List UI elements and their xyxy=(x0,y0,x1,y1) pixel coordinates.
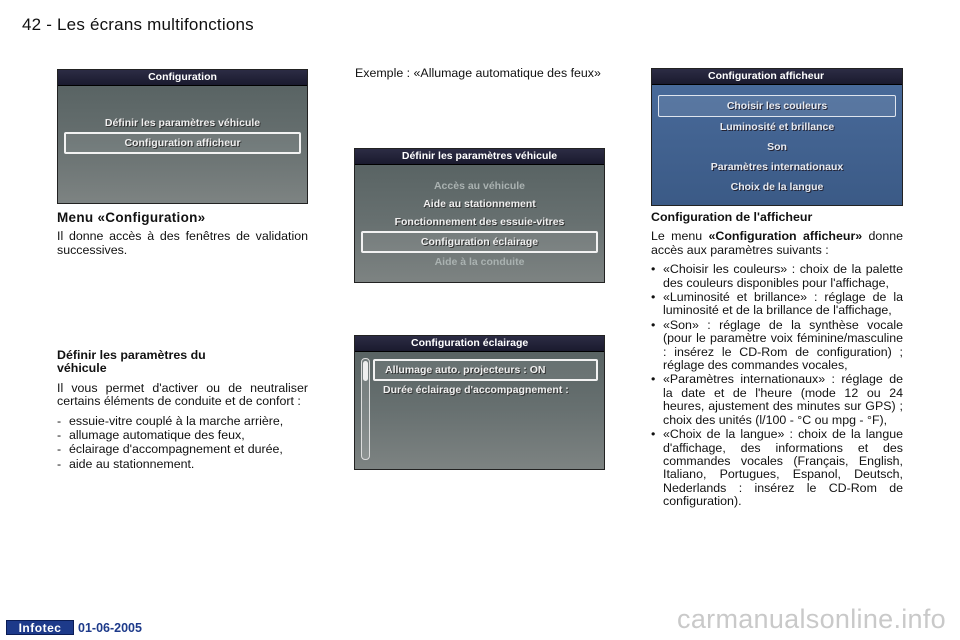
menu-item-brightness[interactable]: Luminosité et brillance xyxy=(719,121,835,133)
menu-item-driving-aid[interactable]: Aide à la conduite xyxy=(434,256,525,268)
screen-lighting-config-title: Configuration éclairage xyxy=(355,336,604,352)
menu-config-text: Il donne accès à des fenêtres de validation successives. xyxy=(57,229,308,257)
menu-item-language[interactable]: Choix de la langue xyxy=(730,181,824,193)
menu-item-international[interactable]: Paramètres internationaux xyxy=(710,161,844,173)
menu-item-choose-colors[interactable]: Choisir les couleurs xyxy=(658,95,896,117)
screen-display-config xyxy=(651,68,903,206)
screen-lighting-config-menu xyxy=(355,359,604,399)
screen-vehicle-params-menu xyxy=(355,177,604,271)
page-title: 42 - Les écrans multifonctions xyxy=(22,15,254,34)
display-config-list xyxy=(651,263,903,508)
menu-item-vehicle-params[interactable]: Définir les paramètres véhicule xyxy=(104,117,261,129)
watermark: carmanualsonline.info xyxy=(677,604,946,634)
menu-config-heading: Menu «Configuration» xyxy=(57,210,206,225)
display-config-intro xyxy=(651,230,903,257)
list-item: - aide au stationnement. xyxy=(57,458,308,471)
list-item: - éclairage d'accompagnement et durée, xyxy=(57,443,308,456)
screen-display-config-menu xyxy=(652,95,902,197)
list-item: - allumage automatique des feux, xyxy=(57,429,308,442)
menu-item-vehicle-access[interactable]: Accès au véhicule xyxy=(433,180,526,192)
left-column-top xyxy=(57,211,308,263)
example-text: Exemple : «Allumage automatique des feux» xyxy=(355,66,601,80)
screen-configuration-title: Configuration xyxy=(58,70,307,86)
list-item: • «Son» : réglage de la synthèse vocale (pour le paramètre voix féminine/masculine : insérez le CD-Rom de configuration) ; réglage des commandes vocales, xyxy=(651,319,903,373)
intro-prefix: Le menu xyxy=(651,229,709,244)
list-item: - essuie-vitre couplé à la marche arrière, xyxy=(57,415,308,428)
screen-vehicle-params-title: Définir les paramètres véhicule xyxy=(355,149,604,165)
list-item: • «Paramètres internationaux» : réglage de la date et de l'heure (mode 12 ou 24 heures, ajustement des minutes sur GPS) ; choix des unités (l/100 - °C ou mpg - °F), xyxy=(651,373,903,427)
screen-lighting-config xyxy=(354,335,605,470)
screen-display-config-title: Configuration afficheur xyxy=(652,69,902,85)
right-column xyxy=(651,211,903,510)
screen-configuration xyxy=(57,69,308,204)
menu-item-lighting-config[interactable]: Configuration éclairage xyxy=(361,231,598,253)
intro-suffix: donne accès aux paramètres suivants : xyxy=(651,229,903,257)
menu-item-display-config[interactable]: Configuration afficheur xyxy=(64,132,301,154)
list-item: • «Choix de la langue» : choix de la langue d'affichage, des informations et des commandes vocales (Français, English, Italiano, Portugues, Espanol, Deutsch, Nederlands : insérez le CD-Rom de configuration). xyxy=(651,428,903,508)
menu-item-parking-aid[interactable]: Aide au stationnement xyxy=(423,198,536,210)
list-item: • «Luminosité et brillance» : réglage de la luminosité et de la brillance de l'affichage, xyxy=(651,291,903,318)
intro-bold: «Configuration afficheur» xyxy=(708,229,863,244)
menu-item-wipers[interactable]: Fonctionnement des essuie-vitres xyxy=(394,216,565,228)
screen-vehicle-params xyxy=(354,148,605,283)
menu-item-sound[interactable]: Son xyxy=(767,141,787,153)
infotec-logo: Infotec xyxy=(6,620,74,635)
middle-column xyxy=(355,67,605,86)
display-config-heading: Configuration de l'afficheur xyxy=(651,210,813,224)
vehicle-params-heading: Définir les paramètres du véhicule xyxy=(57,348,206,376)
screen-configuration-menu xyxy=(58,114,307,154)
vehicle-params-list xyxy=(57,415,308,472)
vehicle-params-text: Il vous permet d'activer ou de neutraliser certains éléments de conduite et de confort : xyxy=(57,380,308,409)
menu-item-auto-headlights[interactable]: Allumage auto. projecteurs : ON xyxy=(373,359,598,381)
left-column-bottom xyxy=(57,349,308,472)
list-item: • «Choisir les couleurs» : choix de la palette des couleurs disponibles pour l'affichage, xyxy=(651,263,903,290)
footer-date: 01-06-2005 xyxy=(78,621,142,635)
menu-item-follow-me-duration[interactable]: Durée éclairage d'accompagnement : xyxy=(383,384,569,396)
